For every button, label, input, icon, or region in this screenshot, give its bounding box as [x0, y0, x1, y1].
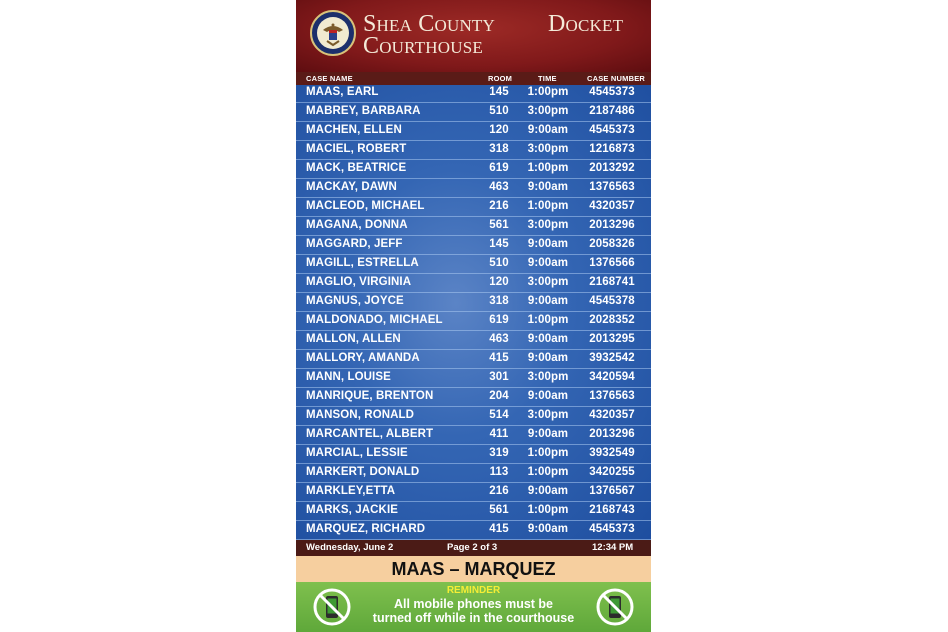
case-room: 145 [489, 238, 509, 250]
case-name: MANSON, RONALD [306, 409, 415, 421]
case-name: MARQUEZ, RICHARD [306, 523, 426, 535]
case-time: 9:00am [527, 295, 569, 307]
case-name: MABREY, BARBARA [306, 105, 421, 117]
case-number: 2013296 [589, 219, 635, 231]
status-footer [296, 540, 651, 556]
case-row [296, 179, 651, 198]
case-row [296, 369, 651, 388]
case-room: 415 [489, 523, 509, 535]
case-room: 619 [489, 162, 509, 174]
case-time: 9:00am [527, 390, 569, 402]
case-row [296, 521, 651, 540]
case-row [296, 407, 651, 426]
case-row [296, 388, 651, 407]
case-room: 216 [489, 485, 509, 497]
case-room: 113 [489, 466, 509, 478]
reminder-line-1: All mobile phones must be [393, 597, 554, 611]
case-number: 1376563 [589, 390, 635, 402]
case-number: 2168743 [589, 504, 635, 516]
case-row [296, 236, 651, 255]
courthouse-title-line2: Courthouse [363, 33, 483, 59]
case-time: 1:00pm [527, 314, 569, 326]
case-name: MAGLIO, VIRGINIA [306, 276, 412, 288]
case-time: 9:00am [527, 485, 569, 497]
case-time: 9:00am [527, 523, 569, 535]
case-room: 510 [489, 257, 509, 269]
case-row [296, 103, 651, 122]
case-time: 9:00am [527, 257, 569, 269]
case-time: 3:00pm [527, 143, 569, 155]
case-number: 1376566 [589, 257, 635, 269]
header-banner [296, 0, 651, 72]
column-header-room: ROOM [488, 74, 513, 83]
case-name: MARCANTEL, ALBERT [306, 428, 434, 440]
case-name: MALDONADO, MICHAEL [306, 314, 443, 326]
case-number: 2013292 [589, 162, 635, 174]
case-room: 301 [489, 371, 509, 383]
case-name: MACLEOD, MICHAEL [306, 200, 425, 212]
column-header-time: TIME [538, 74, 557, 83]
case-number: 2028352 [589, 314, 635, 326]
case-row [296, 274, 651, 293]
case-row [296, 198, 651, 217]
case-time: 1:00pm [527, 504, 569, 516]
case-row [296, 331, 651, 350]
case-time: 9:00am [527, 333, 569, 345]
reminder-title: REMINDER [446, 585, 501, 596]
case-number: 3932549 [589, 447, 635, 459]
case-name: MAGNUS, JOYCE [306, 295, 404, 307]
case-name: MAGANA, DONNA [306, 219, 408, 231]
case-name: MALLON, ALLEN [306, 333, 401, 345]
case-time: 9:00am [527, 428, 569, 440]
case-room: 510 [489, 105, 509, 117]
case-room: 216 [489, 200, 509, 212]
case-room: 120 [489, 276, 509, 288]
case-row [296, 293, 651, 312]
case-number: 4545373 [589, 86, 635, 98]
case-number: 3420255 [589, 466, 635, 478]
case-time: 1:00pm [527, 162, 569, 174]
case-name: MACK, BEATRICE [306, 162, 407, 174]
case-name: MAAS, EARL [306, 86, 379, 98]
case-row [296, 122, 651, 141]
case-number: 2013295 [589, 333, 635, 345]
case-name: MACKAY, DAWN [306, 181, 397, 193]
case-name: MARCIAL, LESSIE [306, 447, 408, 459]
case-number: 2187486 [589, 105, 635, 117]
case-number: 2058326 [589, 238, 635, 250]
reminder-banner [296, 582, 651, 632]
county-seal-icon [310, 10, 356, 56]
case-time: 9:00am [527, 124, 569, 136]
case-number: 4545378 [589, 295, 635, 307]
column-header-name: CASE NAME [306, 74, 353, 83]
case-row [296, 141, 651, 160]
case-row [296, 426, 651, 445]
case-time: 1:00pm [527, 466, 569, 478]
case-row [296, 445, 651, 464]
case-row [296, 84, 651, 103]
case-time: 9:00am [527, 181, 569, 193]
case-row [296, 483, 651, 502]
case-row [296, 350, 651, 369]
case-room: 120 [489, 124, 509, 136]
case-number: 4545373 [589, 523, 635, 535]
case-number: 3932542 [589, 352, 635, 364]
case-room: 561 [489, 219, 509, 231]
case-time: 3:00pm [527, 371, 569, 383]
case-name: MARKS, JACKIE [306, 504, 399, 516]
case-number: 3420594 [589, 371, 635, 383]
case-time: 9:00am [527, 352, 569, 364]
case-number: 2013296 [589, 428, 635, 440]
case-number: 4320357 [589, 200, 635, 212]
case-row [296, 160, 651, 179]
reminder-line-2: turned off while in the courthouse [372, 611, 575, 625]
footer-date: Wednesday, June 2 [306, 542, 394, 553]
case-name: MALLORY, AMANDA [306, 352, 420, 364]
case-name: MACIEL, ROBERT [306, 143, 407, 155]
case-room: 463 [489, 333, 509, 345]
case-list [296, 85, 651, 540]
column-header-case-number: CASE NUMBER [587, 74, 646, 83]
case-room: 319 [489, 447, 509, 459]
case-time: 3:00pm [527, 276, 569, 288]
case-row [296, 502, 651, 521]
case-number: 1376567 [589, 485, 635, 497]
case-time: 3:00pm [527, 105, 569, 117]
case-room: 318 [489, 295, 509, 307]
case-room: 619 [489, 314, 509, 326]
footer-page-indicator: Page 2 of 3 [447, 542, 498, 553]
no-phone-icon [595, 587, 635, 627]
case-room: 415 [489, 352, 509, 364]
case-time: 1:00pm [527, 86, 569, 98]
case-name: MARKERT, DONALD [306, 466, 420, 478]
case-time: 9:00am [527, 238, 569, 250]
case-number: 1216873 [589, 143, 635, 155]
case-time: 3:00pm [527, 219, 569, 231]
case-number: 1376563 [589, 181, 635, 193]
case-name: MAGILL, ESTRELLA [306, 257, 419, 269]
case-room: 145 [489, 86, 509, 98]
case-room: 514 [489, 409, 509, 421]
case-room: 463 [489, 181, 509, 193]
case-room: 561 [489, 504, 509, 516]
courthouse-title-line1: Shea County [363, 11, 495, 37]
case-time: 3:00pm [527, 409, 569, 421]
docket-board [296, 0, 651, 632]
case-name: MANRIQUE, BRENTON [306, 390, 434, 402]
case-row [296, 217, 651, 236]
footer-clock: 12:34 PM [592, 542, 634, 553]
case-row [296, 255, 651, 274]
docket-label: Docket [548, 11, 624, 37]
case-number: 4320357 [589, 409, 635, 421]
case-time: 1:00pm [527, 447, 569, 459]
alphabetical-range-banner: MAAS – MARQUEZ [296, 556, 651, 582]
case-room: 411 [489, 428, 509, 440]
case-time: 1:00pm [527, 200, 569, 212]
case-number: 4545373 [589, 124, 635, 136]
case-number: 2168741 [589, 276, 635, 288]
case-row [296, 464, 651, 483]
case-name: MAGGARD, JEFF [306, 238, 403, 250]
case-name: MACHEN, ELLEN [306, 124, 402, 136]
case-room: 318 [489, 143, 509, 155]
case-room: 204 [489, 390, 509, 402]
case-row [296, 312, 651, 331]
case-name: MARKLEY,ETTA [306, 485, 396, 497]
case-name: MANN, LOUISE [306, 371, 391, 383]
